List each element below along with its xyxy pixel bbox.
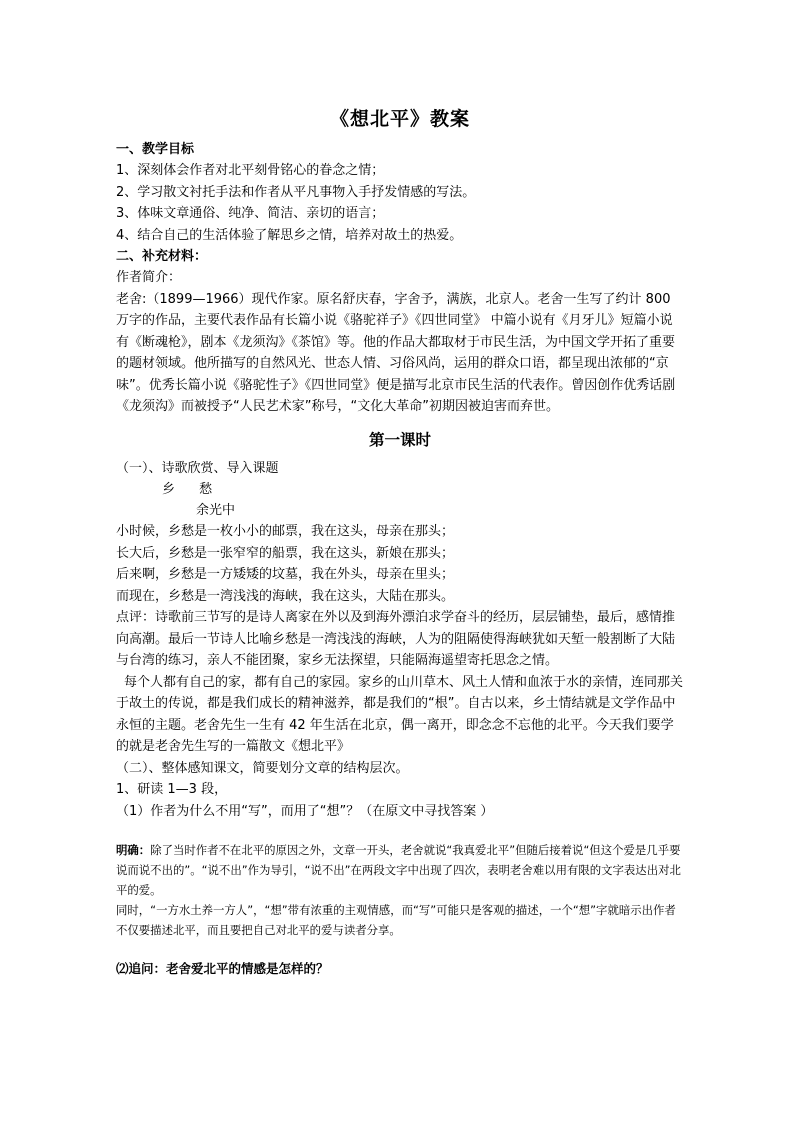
goal-item: 1、深刻体会作者对北平刻骨铭心的眷念之情； xyxy=(116,163,385,178)
section-heading-materials: 二、补充材料： xyxy=(116,249,208,264)
poem-line: 后来啊，乡愁是一方矮矮的坟墓，我在外头，母亲在里头； xyxy=(116,567,455,582)
poem-line: 小时候，乡愁是一枚小小的邮票，我在这头，母亲在那头； xyxy=(116,524,455,539)
answer-paragraph-2: 同时，“一方水土养一方人”，“想”带有浓重的主观情感，而“写”可能只是客观的描述，一个“想”字就暗示出作者不仅要描述北平，而且要把自己对北平的爱与读者分享。 xyxy=(116,903,676,937)
author-bio: 老舍:（1899—1966）现代作家。原名舒庆春，字舍予，满族，北京人。老舍一生写了约计 800 万字的作品，主要代表作品有长篇小说《骆驼祥子》《四世同堂》 中篇小说有《月牙儿》短篇小说有《断魂枪》，剧本《龙须沟》《茶馆》等。他的作品大都取材于市民生活，为中国文学开拓了重要的题材领域。他所描写的自然风光、世态人情、习俗风尚，运用的群众口语，都呈现出浓郁的“京味”。优秀长篇小说《骆驼性子》《四世同堂》便是描写北京市民生活的代表作。曾因创作优秀话剧《龙须沟》而被授予“人民艺术家”称号，“文化大革命”初期因被迫害而弃世。 xyxy=(116,291,676,414)
poem-author: 余光中 xyxy=(196,503,236,518)
poem-line: 长大后，乡愁是一张窄窄的船票，我在这头，新娘在那头； xyxy=(116,545,455,561)
poem-line: 而现在，乡愁是一湾浅浅的海峡，我在这头，大陆在那头。 xyxy=(116,588,455,604)
read-label: 1、研读 1—3 段， xyxy=(116,782,228,797)
spacer xyxy=(116,940,684,958)
answer-label: 明确： xyxy=(116,843,151,857)
part1-heading: （一）、诗歌欣赏、导入课题 xyxy=(116,460,279,476)
part2-heading: （二）、整体感知课文，简要划分文章的结构层次。 xyxy=(116,760,409,776)
spacer xyxy=(116,822,684,840)
answer-paragraph xyxy=(116,840,684,900)
document-title: 《想北平》教案 xyxy=(329,108,470,130)
goal-item: 2、学习散文衬托手法和作者从平凡事物入手抒发情感的写法。 xyxy=(116,184,476,200)
poem-title: 乡 愁 xyxy=(162,482,223,497)
document-body xyxy=(116,104,684,979)
goal-item: 3、体味文章通俗、纯净、简洁、亲切的语言； xyxy=(116,206,385,221)
goal-item: 4、结合自己的生活体验了解思乡之情，培养对故土的热爱。 xyxy=(116,227,463,243)
section-heading-goals: 一、教学目标 xyxy=(116,142,195,157)
lesson-intro: 每个人都有自己的家，都有自己的家园。家乡的山川草木、风土人情和血浓于水的亲情，连同那关于故土的传说，都是我们成长的精神滋养，都是我们的“根”。自古以来，乡土情结就是文学作品中永恒的主题。老舍先生一生有 42 年生活在北京，偶一离开，即念念不忘他的北平。今天我们要学的就是老舍先生写的一篇散文《想北平》 xyxy=(116,674,684,754)
question-1: （1）作者为什么不用“写”，而用了“想”？（在原文中寻找答案 ） xyxy=(116,803,494,819)
poem-comment: 点评：诗歌前三节写的是诗人离家在外以及到海外漂泊求学奋斗的经历，层层铺垫，最后，感情推向高潮。最后一节诗人比喻乡愁是一湾浅浅的海峡，人为的阻隔使得海峡犹如天堑一般割断了大陆与台湾的练习，亲人不能团聚，家乡无法探望，只能隔海遥望寄托思念之情。 xyxy=(116,610,676,668)
answer-text: 除了当时作者不在北平的原因之外，文章一开头，老舍就说“我真爱北平”但随后接着说“但这个爱是几乎要说而说不出的”。“说不出”作为导引，“说不出”在两段文字中出现了四次，表明老舍难以用有限的文字表达出对北平的爱。 xyxy=(116,843,681,897)
lesson-title: 第一课时 xyxy=(368,429,431,449)
author-label: 作者简介： xyxy=(116,270,182,285)
question-2: ⑵追问：老舍爱北平的情感是怎样的？ xyxy=(116,961,329,976)
